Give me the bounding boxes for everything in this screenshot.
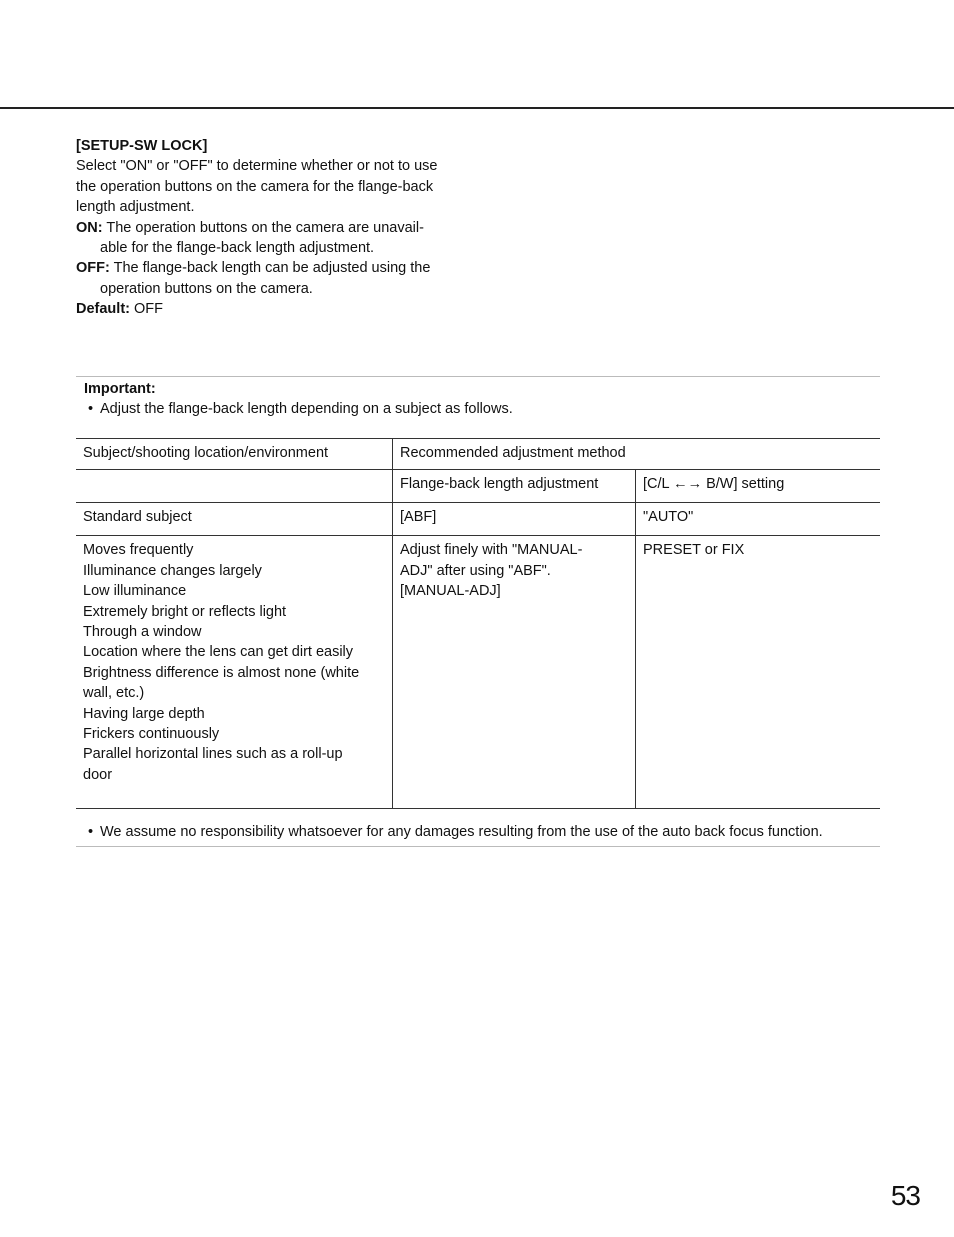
- adjustment-cell: [393, 503, 636, 536]
- important-heading: Important:: [84, 381, 156, 397]
- setting-cell: "AUTO": [636, 503, 881, 536]
- adjustment-line: [MANUAL-ADJ]: [400, 583, 501, 600]
- disclaimer-note: [76, 822, 880, 847]
- on-option: [76, 218, 476, 259]
- off-text: The flange-back length can be adjusted using the: [109, 260, 431, 277]
- section-title: [SETUP-SW LOCK]: [76, 138, 208, 154]
- table-header-row: [76, 439, 880, 470]
- subject-line: Brightness difference is almost none (white: [83, 664, 360, 681]
- subject-line: Through a window: [83, 624, 202, 641]
- bullet-icon: •: [88, 824, 94, 840]
- section-description-line: length adjustment.: [76, 199, 195, 216]
- subheader-empty: [76, 470, 393, 503]
- off-text-continued: operation buttons on the camera.: [100, 280, 313, 297]
- subject-cell: [76, 536, 393, 809]
- table-row: [76, 536, 880, 809]
- header-subject: Subject/shooting location/environment: [76, 439, 393, 470]
- on-text-continued: able for the flange-back length adjustment.: [100, 240, 375, 257]
- subject-line: Low illuminance: [83, 583, 187, 600]
- adjustment-line: ADJ" after using "ABF".: [400, 562, 551, 579]
- table-subheader-row: [76, 470, 880, 503]
- adjustment-table: [76, 438, 880, 809]
- subject-line: Standard subject: [83, 509, 192, 526]
- important-note-text: Adjust the flange-back length depending on a subject as follows.: [100, 401, 513, 417]
- important-note: [76, 399, 880, 419]
- on-text: The operation buttons on the camera are unavail-: [102, 219, 424, 236]
- default-value: OFF: [129, 301, 164, 318]
- header-method: Recommended adjustment method: [393, 439, 881, 470]
- subject-line: Illuminance changes largely: [83, 562, 262, 579]
- important-notice: [76, 376, 880, 419]
- adjustment-line: Adjust finely with "MANUAL-: [400, 542, 583, 559]
- subject-line: Parallel horizontal lines such as a roll-up: [83, 746, 343, 763]
- disclaimer-text: We assume no responsibility whatsoever for any damages resulting from the use of the auto back focus function.: [100, 824, 823, 840]
- table-row: [76, 503, 880, 536]
- subject-line: Moves frequently: [83, 542, 194, 559]
- subject-line: wall, etc.): [83, 685, 145, 702]
- subheader-cl-bw-setting: [C/L ←→ B/W] setting: [636, 470, 881, 503]
- off-label: OFF:: [76, 260, 110, 277]
- disclaimer-bullet: [76, 822, 880, 842]
- default-setting: [76, 299, 476, 319]
- adjustment-line: [ABF]: [400, 509, 437, 526]
- setting-cell: PRESET or FIX: [636, 536, 881, 809]
- subject-line: door: [83, 766, 113, 783]
- default-label: Default:: [76, 301, 130, 318]
- subject-line: Extremely bright or reflects light: [83, 603, 287, 620]
- subheader-flange-back: Flange-back length adjustment: [393, 470, 636, 503]
- section-description-line: Select "ON" or "OFF" to determine whether or not to use: [76, 158, 438, 175]
- page-number: 53: [890, 1180, 920, 1211]
- setup-sw-lock-section: [76, 136, 476, 320]
- section-description-line: the operation buttons on the camera for the flange-back: [76, 178, 434, 195]
- subject-cell: [76, 503, 393, 536]
- subject-line: Having large depth: [83, 705, 205, 722]
- off-option: [76, 258, 476, 299]
- on-label: ON:: [76, 219, 103, 236]
- subject-line: Location where the lens can get dirt easily: [83, 644, 354, 661]
- adjustment-cell: [393, 536, 636, 809]
- bullet-icon: •: [88, 401, 94, 417]
- subject-line: Frickers continuously: [83, 726, 220, 743]
- header-rule: [0, 107, 954, 109]
